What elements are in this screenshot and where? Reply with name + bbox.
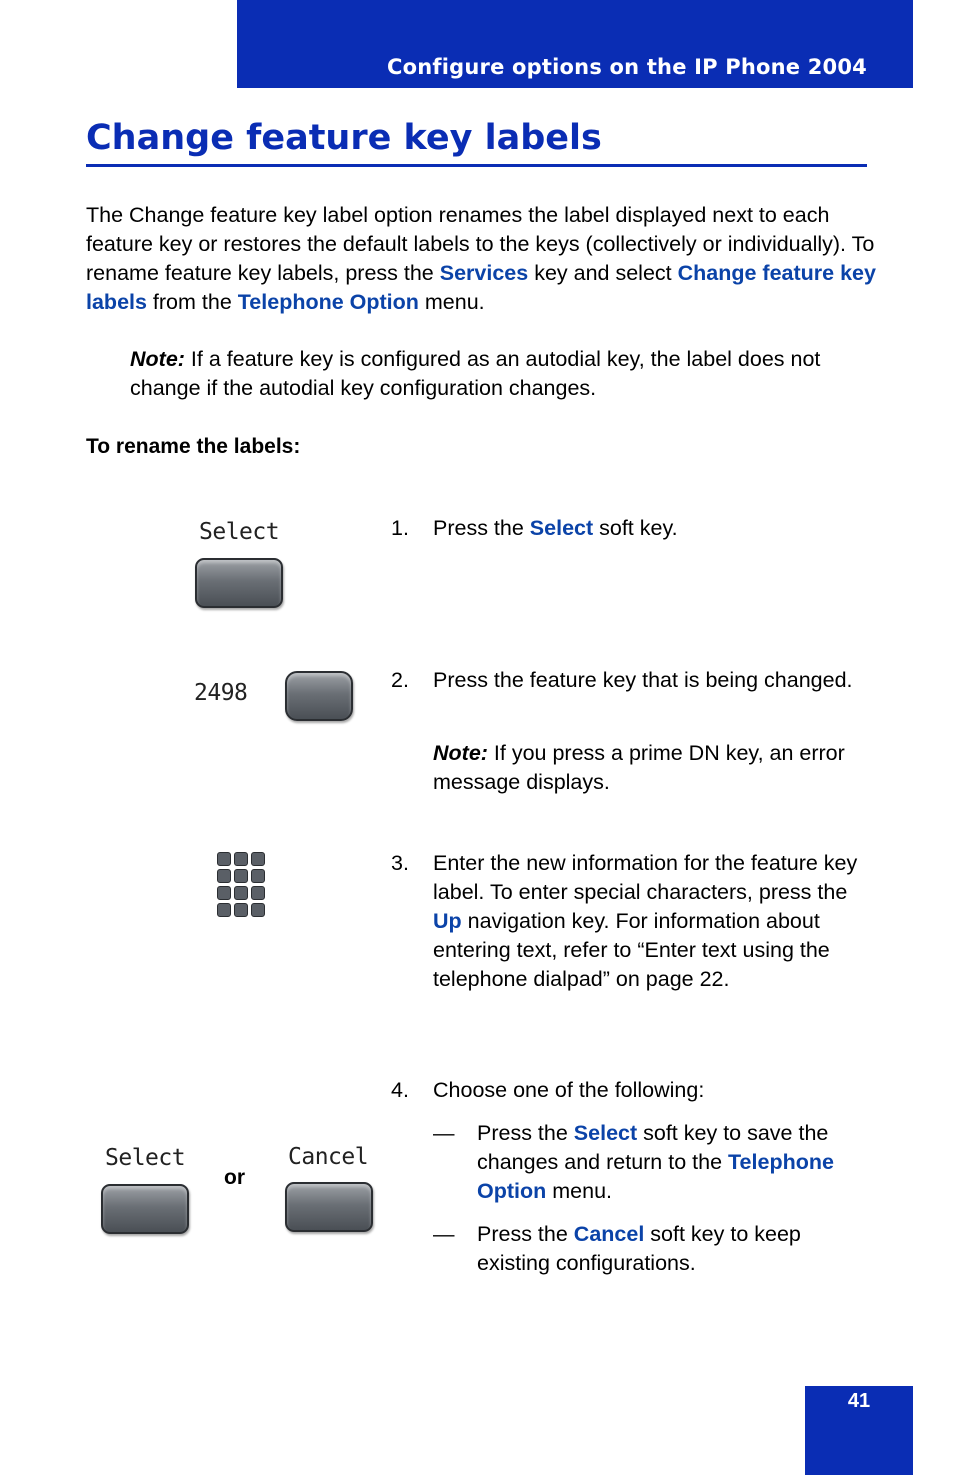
page-number-box <box>805 1386 913 1475</box>
step-4-text: Choose one of the following: <box>433 1078 705 1102</box>
change-feature-key-labels-ref: Change feature key labels <box>86 261 876 314</box>
cancel-softkey-icon <box>285 1182 373 1232</box>
cancel-softkey-label: Cancel <box>288 1144 369 1170</box>
page-title: Change feature key labels <box>86 118 602 158</box>
option-cancel: Press the Cancel soft key to keep existing configurations. <box>477 1222 801 1275</box>
telephone-option-ref: Telephone Option <box>237 290 419 314</box>
select-key-ref: Select <box>573 1121 638 1145</box>
dialpad-icon <box>217 852 265 918</box>
services-key-ref: Services <box>439 261 529 285</box>
option-dash: — <box>433 1222 455 1246</box>
step-number: 1. <box>391 516 409 540</box>
feature-key-icon <box>285 671 353 721</box>
select-softkey-label: Select <box>105 1145 186 1171</box>
note-label: Note: <box>130 347 185 371</box>
option-select: Press the Select soft key to save the changes and return to the Telephone Option menu. <box>477 1121 834 1203</box>
select-softkey-label: Select <box>199 519 280 545</box>
page-number: 41 <box>847 1390 871 1412</box>
select-softkey-icon <box>101 1184 189 1234</box>
select-key-ref: Select <box>529 516 594 540</box>
feature-key-label: 2498 <box>194 680 248 706</box>
up-key-ref: Up <box>433 909 462 933</box>
title-rule <box>86 164 867 167</box>
step-number: 4. <box>391 1078 409 1102</box>
note-paragraph: Note: If a feature key is configured as an autodial key, the label does not change if the autodial key configuration changes. <box>130 347 821 400</box>
step-2-text: Press the feature key that is being changed. <box>433 668 853 692</box>
step-2-note: Note: If you press a prime DN key, an error message displays. <box>433 741 845 794</box>
cancel-key-ref: Cancel <box>573 1222 645 1246</box>
step-number: 2. <box>391 668 409 692</box>
or-text: or <box>224 1166 245 1189</box>
select-softkey-icon <box>195 558 283 608</box>
telephone-option-ref: Telephone Option <box>477 1150 834 1203</box>
step-1-text: Press the Select soft key. <box>433 516 678 540</box>
header-title: Configure options on the IP Phone 2004 <box>387 55 867 79</box>
intro-paragraph: The Change feature key label option renames the label displayed next to each feature key or restores the default labels to the keys (collectively or individually). To rename feature key labels, press the Services key and select Change feature key labels from the Telephone Option menu. <box>86 203 876 314</box>
procedure-heading: To rename the labels: <box>86 435 301 458</box>
header-bar <box>237 0 913 88</box>
note-label: Note: <box>433 741 488 765</box>
step-number: 3. <box>391 851 409 875</box>
step-3-text: Enter the new information for the feature key label. To enter special characters, press the Up navigation key. For information about entering text, refer to “Enter text using the telephone dialpad” on page 22. <box>433 851 858 991</box>
option-dash: — <box>433 1121 455 1145</box>
